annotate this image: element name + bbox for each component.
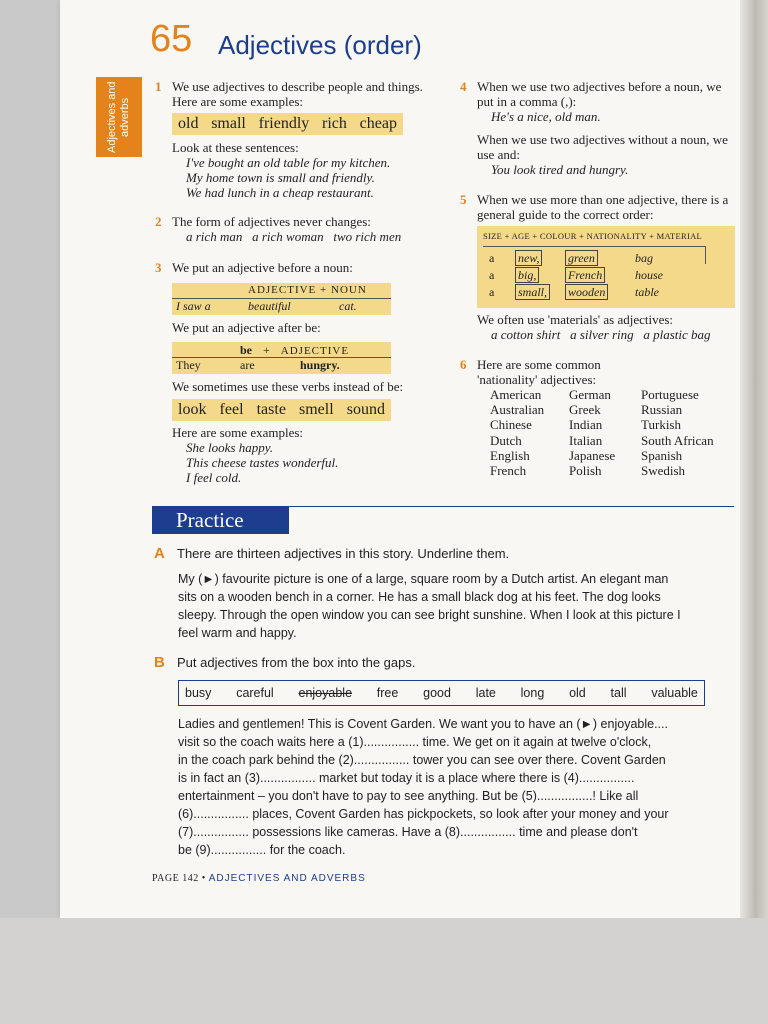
table-cell: hungry.: [300, 358, 340, 372]
order-cell: a: [489, 285, 495, 299]
nationality-word: Indian: [569, 417, 603, 433]
exercise-a-instruction: [154, 545, 510, 563]
table-cell: are: [240, 358, 255, 372]
verb-word: feel: [219, 401, 244, 418]
table-cell: cat.: [339, 299, 357, 313]
gap-line: (7)................ possessions like cameras. Have a (8)................ time and please don't: [178, 825, 638, 839]
order-cell: new,: [515, 250, 542, 266]
section-4-example2: You look tired and hungry.: [491, 162, 629, 177]
gap-line: entertainment – you don't have to pay to see anything. But be (5)................! Like all: [178, 789, 639, 803]
example-sentence: My home town is small and friendly.: [186, 170, 375, 185]
example-word: small: [211, 115, 246, 132]
table-header: +: [320, 284, 328, 296]
section-1-sentences: [172, 140, 442, 200]
example-word: friendly: [258, 115, 310, 132]
nationality-word: Polish: [569, 463, 602, 479]
nationality-word: Chinese: [490, 417, 532, 433]
section-4: [460, 79, 735, 177]
section-4-example1: He's a nice, old man.: [491, 109, 601, 124]
exercise-b-text: [178, 715, 738, 859]
section-3-text2: We put an adjective after be:: [172, 320, 321, 335]
section-1: [155, 79, 432, 109]
section-number: 3: [155, 260, 162, 275]
adjective-order-table: [477, 226, 735, 308]
table-header: be: [240, 343, 252, 357]
nationality-word: Swedish: [641, 463, 686, 479]
examples-bar: [172, 113, 403, 135]
story-line: feel warm and happy.: [178, 626, 297, 640]
exercise-b-instruction: [154, 654, 416, 672]
section-3-text1: We put an adjective before a noun:: [172, 260, 353, 275]
section-number: 2: [155, 214, 162, 229]
verb-word: smell: [299, 401, 334, 418]
nationality-word: Australian: [490, 402, 545, 418]
box-word: careful: [236, 686, 274, 700]
box-word: tall: [610, 686, 627, 700]
section-2-text: The form of adjectives never changes:: [172, 214, 371, 229]
section-6: [460, 357, 657, 387]
unit-title: Adjectives (order): [218, 30, 422, 60]
materials-section: [477, 312, 747, 342]
page-number: PAGE 142 •: [152, 873, 206, 884]
order-cell: small,: [515, 284, 550, 300]
example-word: rich: [322, 115, 347, 132]
instruction-text: Put adjectives from the box into the gaps.: [177, 655, 416, 670]
verb-word: sound: [346, 401, 385, 418]
section-5: [460, 192, 735, 222]
gap-line: in the coach park behind the (2)................ tower you can see over there. Covent Garden: [178, 753, 666, 767]
section-number: 6: [460, 357, 467, 372]
section-number: 1: [155, 79, 162, 94]
example-sentence: I feel cold.: [186, 470, 242, 485]
nationality-word: Portuguese: [641, 387, 699, 402]
example-word: cheap: [359, 115, 397, 132]
section-side-tab: Adjectives and adverbs: [96, 77, 142, 157]
order-cell: a: [489, 268, 495, 282]
box-word: good: [423, 686, 451, 700]
table-cell: They: [176, 358, 201, 372]
materials-text: We often use 'materials' as adjectives:: [477, 312, 674, 327]
example-sentence: We had lunch in a cheap restaurant.: [186, 185, 374, 200]
order-cell: a: [489, 251, 495, 265]
order-cell: wooden: [565, 284, 608, 300]
box-word: long: [520, 686, 545, 700]
example-word: old: [178, 115, 199, 132]
box-word: busy: [185, 686, 212, 700]
order-cell: table: [635, 285, 659, 299]
nationality-word: English: [490, 447, 530, 463]
nationality-word: Russian: [641, 402, 683, 418]
nationality-word: Dutch: [490, 432, 522, 448]
order-cell: green: [565, 250, 598, 266]
example-sentence: This cheese tastes wonderful.: [186, 455, 339, 470]
section-1-intro: We use adjectives to describe people and things. Here are some examples:: [172, 79, 423, 109]
section-2-example: a rich man a rich woman two rich men: [186, 229, 402, 244]
story-line: sits on a wooden bench in a corner. He has a small black dog at his feet. The dog looks: [178, 590, 661, 604]
exercise-a-story: [178, 570, 738, 642]
order-header: SIZE + AGE + COLOUR + NATIONALITY + MATERIAL: [483, 231, 703, 241]
table-header: +: [263, 343, 270, 357]
verb-word: look: [178, 401, 207, 418]
section-number: 4: [460, 79, 467, 94]
nationality-column-1: [490, 387, 544, 478]
table-header: NOUN: [331, 284, 367, 296]
gap-line: visit so the coach waits here a (1)................ time. We get on it again at twelve o'clock,: [178, 735, 652, 749]
example-sentence: She looks happy.: [186, 440, 274, 455]
section-4-text1: When we use two adjectives before a noun, we put in a comma (,):: [477, 79, 722, 109]
nationality-word: South African: [641, 432, 714, 448]
order-cell: house: [635, 268, 663, 282]
box-word: old: [569, 686, 586, 700]
story-line: My (►) favourite picture is one of a large, square room by a Dutch artist. An elegant man: [178, 572, 669, 586]
order-cell: bag: [635, 251, 653, 265]
footer-section: ADJECTIVES AND ADVERBS: [208, 873, 366, 884]
example-sentence: I've bought an old table for my kitchen.: [186, 155, 391, 170]
page-edge-shadow: [740, 0, 768, 918]
section-4-text2: When we use two adjectives without a noun, we use and:: [477, 132, 728, 162]
table-cell: I saw a: [176, 299, 211, 313]
scan-background: [0, 918, 768, 1024]
nationality-column-3: [641, 387, 714, 478]
instruction-text: There are thirteen adjectives in this story. Underline them.: [177, 546, 510, 561]
nationality-word: Italian: [569, 432, 603, 448]
nationality-word: French: [490, 463, 527, 479]
examples-label: Here are some examples:: [172, 425, 304, 440]
box-word: valuable: [651, 686, 698, 700]
nationality-word: Greek: [569, 402, 601, 418]
practice-heading: Practice: [152, 506, 289, 534]
section-3-examples: [172, 425, 442, 485]
table-header: ADJECTIVE: [280, 345, 350, 357]
nationality-word: Japanese: [569, 447, 616, 463]
gap-line: Ladies and gentlemen! This is Covent Garden. We want you to have an (►) enjoyable....: [178, 717, 668, 731]
section-2: [155, 214, 442, 244]
table-header: ADJECTIVE: [248, 284, 317, 296]
section-5-text: When we use more than one adjective, there is a general guide to the correct order:: [477, 192, 729, 222]
box-word: enjoyable: [298, 686, 353, 700]
verb-word: taste: [256, 401, 286, 418]
exercise-letter: A: [154, 545, 165, 562]
order-cell: French: [565, 267, 605, 283]
section-number: 5: [460, 192, 467, 207]
box-word: free: [376, 686, 399, 700]
materials-example: a cotton shirt a silver ring a plastic bag: [491, 327, 711, 342]
word-box: [178, 680, 705, 706]
adjective-noun-table: [172, 283, 391, 315]
table-cell: beautiful: [248, 299, 291, 313]
nationality-word: German: [569, 387, 611, 402]
nationality-column-2: [569, 387, 615, 478]
story-line: sleepy. Through the open window you can see bright sunshine. When I look at this picture I: [178, 608, 681, 622]
section-3-text3: We sometimes use these verbs instead of be:: [172, 379, 404, 394]
order-cell: big,: [515, 267, 539, 283]
gap-line: be (9)................ for the coach.: [178, 843, 346, 857]
section-3: [155, 260, 442, 275]
unit-number: 65: [150, 18, 193, 60]
page-footer: [152, 873, 366, 884]
look-label: Look at these sentences:: [172, 140, 299, 155]
nationality-word: Turkish: [641, 417, 681, 433]
exercise-letter: B: [154, 654, 165, 671]
nationality-word: American: [490, 387, 542, 402]
box-word: late: [475, 686, 496, 700]
verbs-bar: [172, 399, 391, 421]
be-adjective-table: [172, 342, 391, 374]
gap-line: is in fact an (3)................ market but today it is a place where there is (4)................: [178, 771, 635, 785]
nationality-word: Spanish: [641, 447, 683, 463]
gap-line: (6)................ places, Covent Garden has pickpockets, so look after your money and your: [178, 807, 669, 821]
section-6-text: Here are some common 'nationality' adjectives:: [477, 357, 601, 387]
